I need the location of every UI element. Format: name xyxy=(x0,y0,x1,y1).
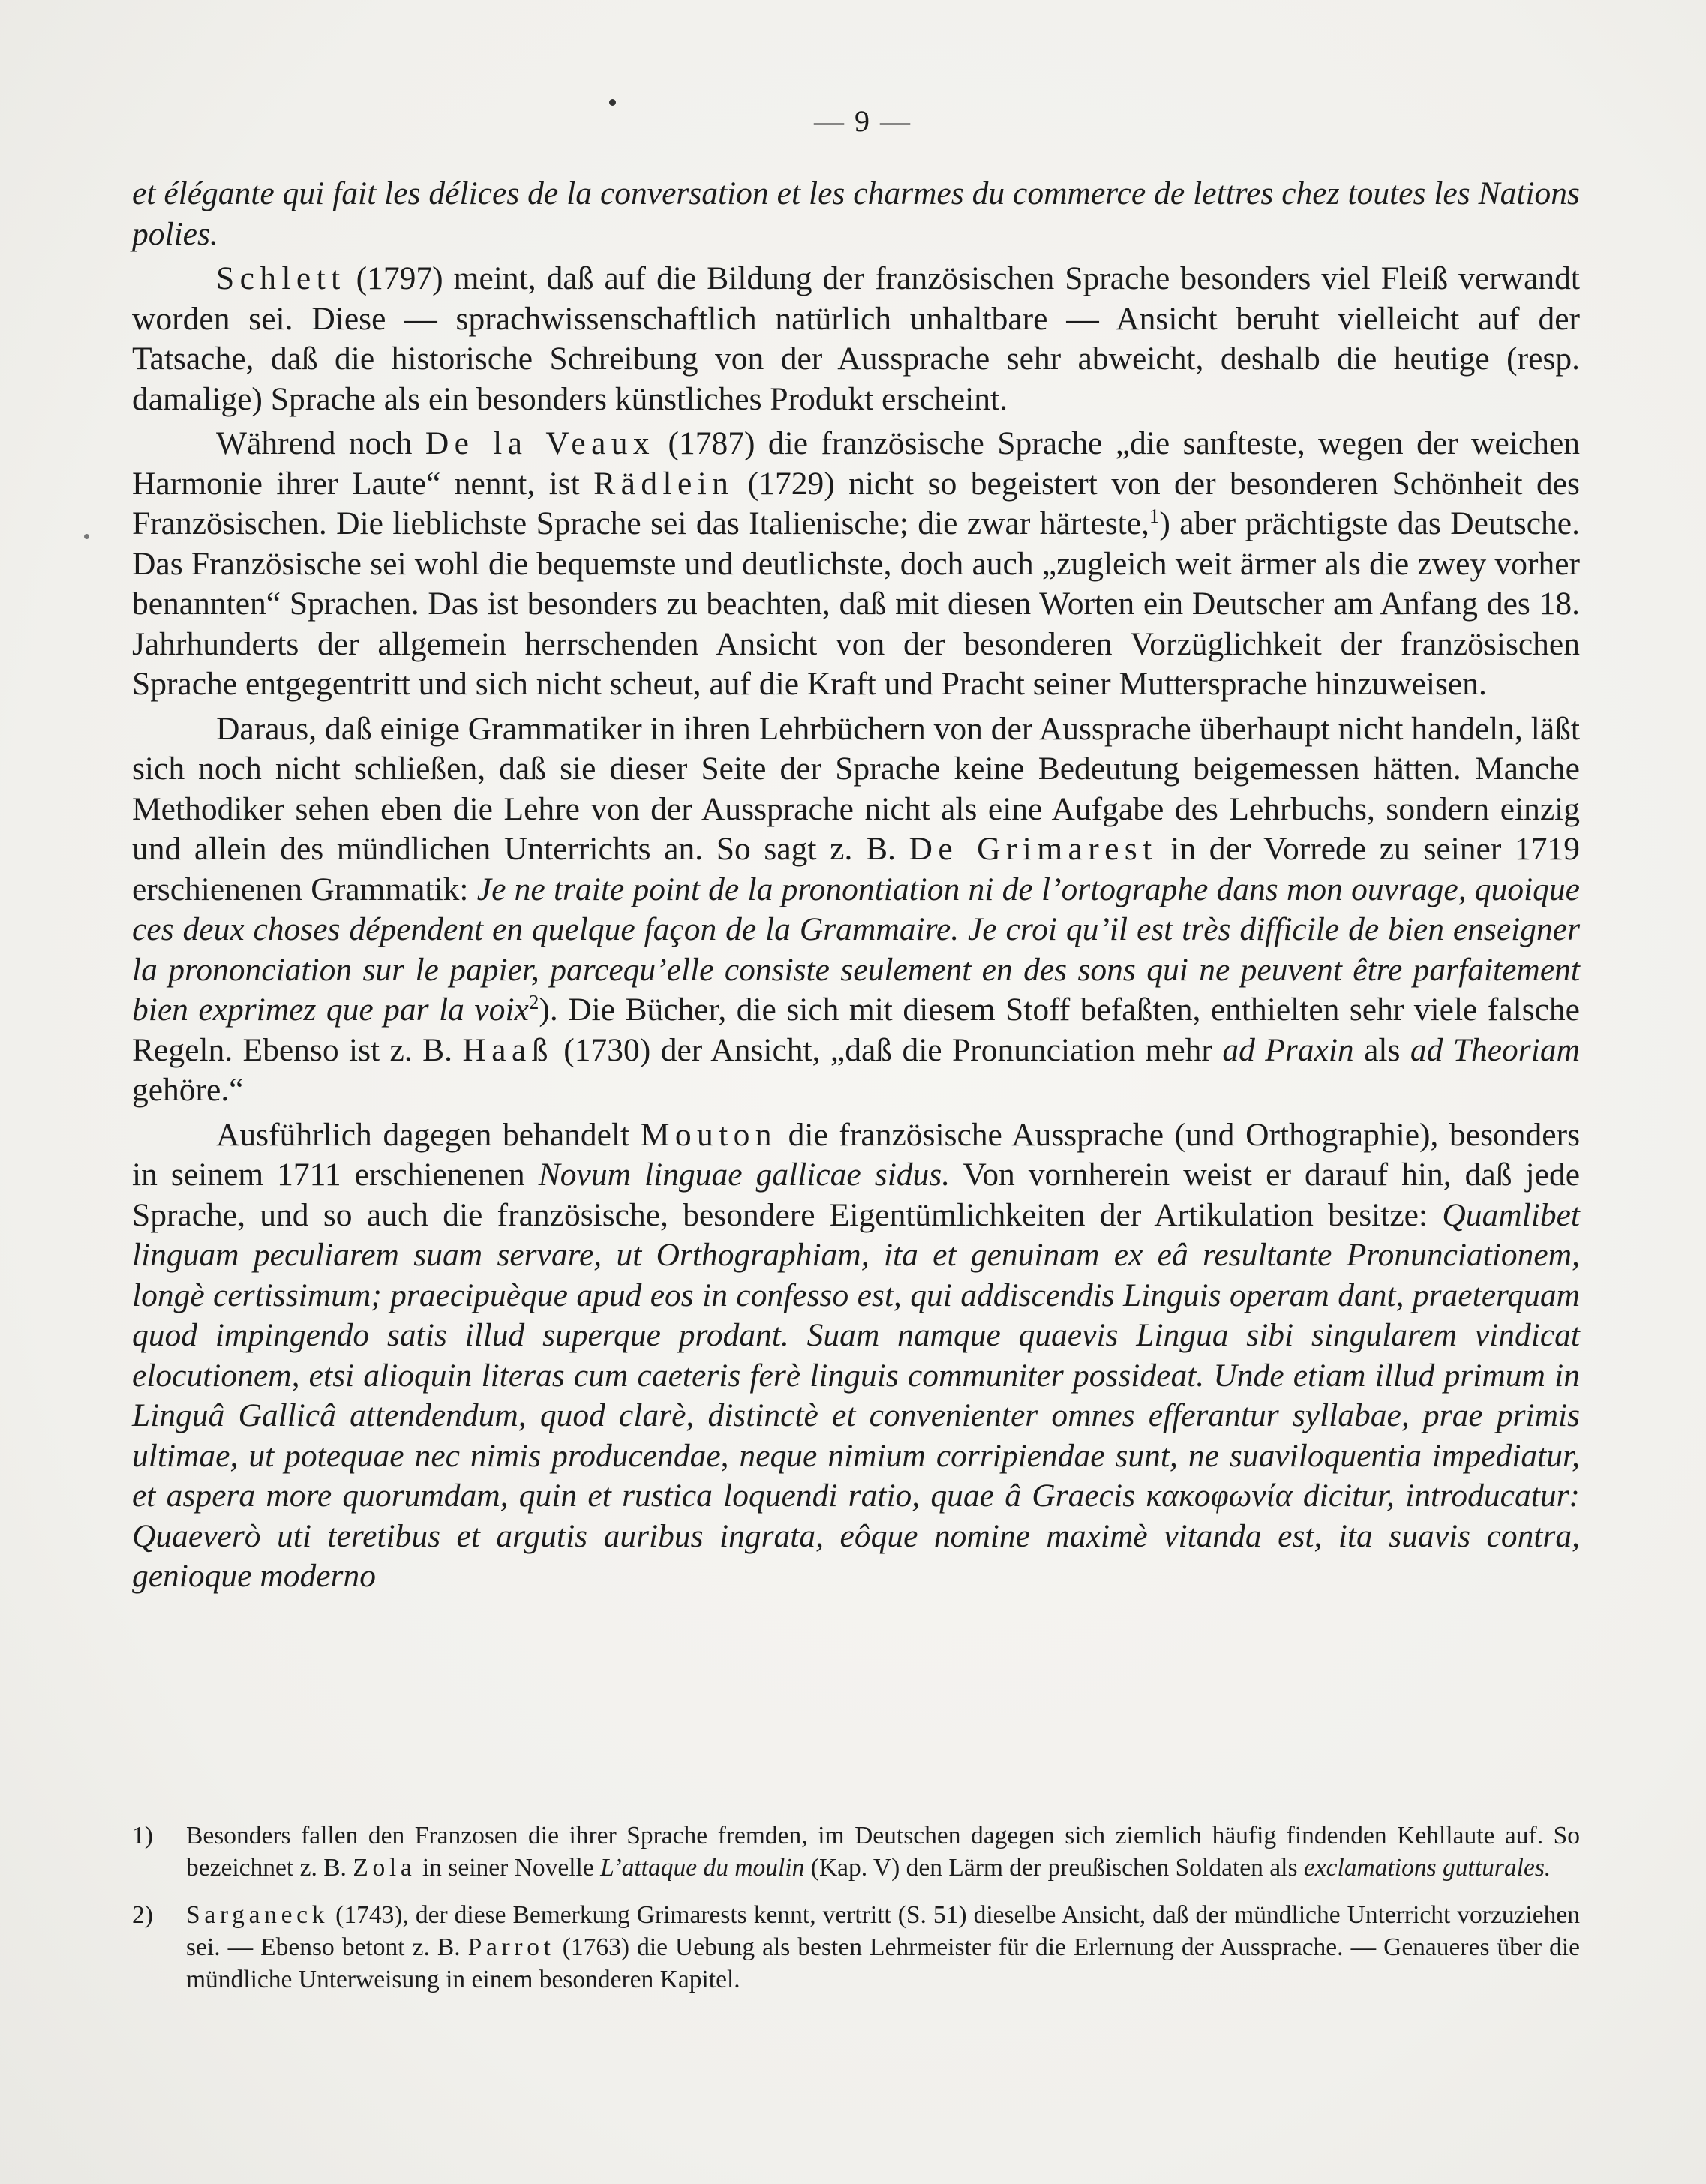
paragraph-text: ). Die Bücher, die sich mit diesem Stoff befaßten, enthielten sehr viele falsche Regeln. Ebenso ist z. B. xyxy=(132,992,1580,1068)
paragraph-text: Von vornherein weist er darauf hin, daß jede Sprache, und so auch die französische, besondere Eigentümlichkeiten der Artikulation besitze: xyxy=(132,1156,1580,1233)
paragraph-1 xyxy=(132,174,1580,254)
paragraph-2 xyxy=(132,259,1580,419)
book-title: Novum linguae gallicae sidus. xyxy=(538,1156,951,1192)
paragraph-text: (1797) meint, daß auf die Bildung der französischen Sprache besonders viel Fleiß verwandt worden sei. Diese — sprachwissenschaftlich natürlich unhaltbare — Ansicht beruht vielleicht auf der Tatsache, daß die historische Schreibung von der Aussprache sehr abweicht, deshalb die heutige (resp. damalige) Sprache als ein besonders künstliches Produkt erscheint. xyxy=(132,260,1580,417)
paragraph-3 xyxy=(132,424,1580,705)
footnote-mark: 1) xyxy=(132,1822,153,1850)
paragraph-text: (1730) der Ansicht, „daß die Pronunciation mehr xyxy=(553,1031,1223,1068)
author-name: De Grimarest xyxy=(909,831,1158,867)
paragraph-text: Während noch xyxy=(216,425,425,461)
french-phrase: exclamations gutturales. xyxy=(1303,1854,1551,1882)
author-name: Haaß xyxy=(462,1031,554,1068)
french-quote-continuation: et élégante qui fait les délices de la conversation et les charmes du commerce de lettres chez toutes les Nations polies. xyxy=(132,176,1580,252)
paragraph-text: Ausführlich dagegen behandelt xyxy=(216,1116,641,1153)
paragraph-4 xyxy=(132,710,1580,1111)
author-name: Parrot xyxy=(467,1934,555,1961)
footnote-ref: 1 xyxy=(1149,505,1160,528)
print-speck xyxy=(609,99,616,106)
french-quote: Je ne traite point de la pronontiation ni de l’ortographe dans mon ouvrage, quoique ces deux choses dépendent en quelque façon de la Grammaire. Je croi qu’il est très difficile de bien enseigner la prononciation sur le papier, parcequ’elle consiste seulement en des sons qui ne peuvent être parfaitement bien exprimez que par la voix xyxy=(132,871,1580,1028)
paragraph-text: (1729) nicht so begeistert von der besonderen Schönheit des Französischen. Die lieblichste Sprache sei das Italienische; die zwar härteste, xyxy=(132,465,1580,542)
footnote-text: (Kap. V) den Lärm der preußischen Soldaten als xyxy=(804,1854,1304,1882)
paragraph-text: (1787) die französische Sprache „die sanfteste, wegen der weichen Harmonie ihrer Laute“ nennt, ist xyxy=(132,425,1580,502)
page-number: — 9 — xyxy=(814,104,912,138)
paragraph-5 xyxy=(132,1115,1580,1597)
paragraph-text: Daraus, daß einige Grammatiker in ihren Lehrbüchern von der Aussprache überhaupt nicht handeln, läßt sich noch nicht schließen, daß sie dieser Seite der Sprache keine Bedeutung beigemessen hätten. Manche Methodiker sehen eben die Lehre von der Aussprache nicht als eine Aufgabe des Lehrbuchs, sondern einzig und allein des mündlichen Unterrichts an. So sagt z. B. xyxy=(132,710,1580,867)
footnote-2 xyxy=(132,1899,1580,1996)
latin-phrase: ad Theoriam xyxy=(1410,1031,1580,1068)
author-name: Mouton xyxy=(640,1116,777,1153)
footnote-text: (1763) die Uebung als besten Lehrmeister für die Erlernung der Aussprache. — Genaueres über die mündliche Unterweisung in einem besonderen Kapitel. xyxy=(186,1934,1581,1994)
footnote-text: in seiner Novelle xyxy=(416,1854,601,1882)
footnote-1 xyxy=(132,1820,1580,1884)
footnote-ref: 2 xyxy=(528,991,539,1014)
author-name: Sarganeck xyxy=(186,1901,329,1929)
footnotes xyxy=(132,1820,1580,2011)
main-text xyxy=(132,174,1580,1597)
latin-quote: Quamlibet linguam peculiarem suam servare, ut Orthographiam, ita et genuinam ex eâ resultante Pronunciationem, longè certissimum; praecipuèque apud eos in confesso est, qui addiscendis Linguis operam dant, praeterquam quod impingendo satis illud superque prodant. Suam namque quaevis Lingua sibi singularem vindicat elocutionem, etsi alioquin literas cum caeteris ferè linguis communiter possideat. Unde etiam illud primum in Linguâ Gallicâ attendendum, quod clarè, distinctè et convenienter omnes efferantur syllabae, prae primis ultimae, ut potequae nec nimis producendae, neque nimium corripiendae sunt, ne suaviloquentia impediatur, et aspera more quorumdam, quin et rustica loquendi ratio, quae â Graecis κακοφωνία dicitur, introducatur: Quaeverò uti teretibus et argutis auribus ingrata, eôque nomine maximè vitanda est, ita suavis contra, genioque moderno xyxy=(132,1196,1580,1594)
paragraph-text: die französische Aussprache (und Orthographie), besonders in seinem 1711 erschienenen xyxy=(132,1116,1580,1192)
footnote-text: Besonders fallen den Franzosen die ihrer Sprache fremden, im Deutschen dagegen sich ziemlich häufig findenden Kehllaute auf. So bezeichnet z. B. xyxy=(186,1822,1580,1882)
footnote-text: (1743), der diese Bemerkung Grimarests kennt, vertritt (S. 51) dieselbe Ansicht, daß der mündliche Unterricht vorzuziehen sei. — Ebenso betont z. B. xyxy=(186,1901,1580,1961)
footnote-mark: 2) xyxy=(132,1901,153,1929)
paragraph-text: gehöre.“ xyxy=(132,1072,244,1108)
print-speck xyxy=(84,534,89,539)
paragraph-text: als xyxy=(1353,1031,1410,1068)
author-name: Zola xyxy=(353,1854,416,1882)
paragraph-text: ) aber prächtigste das Deutsche. Das Französische sei wohl die bequemste und deutlichste, doch auch „zugleich weit ärmer als die zwey vorher benannten“ Sprachen. Das ist besonders zu beachten, daß mit diesen Worten ein Deutscher am Anfang des 18. Jahrhunderts der allgemein herrschenden Ansicht von der besonderen Vorzüglichkeit der französischen Sprache entgegentritt und sich nicht scheut, auf die Kraft und Pracht seiner Muttersprache hinzuweisen. xyxy=(132,506,1580,702)
work-title: L’attaque du moulin xyxy=(600,1854,805,1882)
paragraph-text: in der Vorrede zu seiner 1719 erschienenen Grammatik: xyxy=(132,831,1580,908)
author-name: De la Veaux xyxy=(425,425,656,461)
author-name: Schlett xyxy=(216,260,346,296)
latin-phrase: ad Praxin xyxy=(1222,1031,1354,1068)
author-name: Rädlein xyxy=(593,465,734,502)
